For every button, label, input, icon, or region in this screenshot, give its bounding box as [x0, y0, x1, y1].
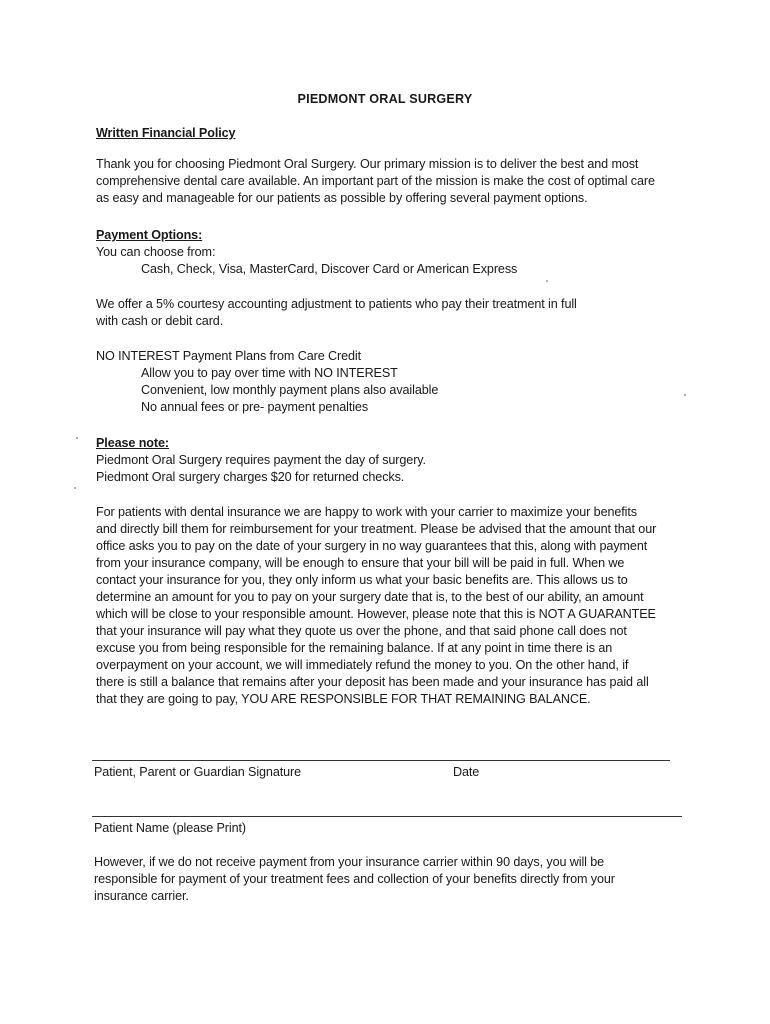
patient-name-line[interactable] [92, 816, 682, 817]
insurance-line: contact your insurance for you, they only inform us what your basic benefits are. This allows us to [96, 573, 628, 587]
insurance-line: For patients with dental insurance we are happy to work with your carrier to maximize your benefits [96, 505, 637, 519]
intro-line: as easy and manageable for our patients as possible by offering several payment options. [96, 191, 588, 205]
insurance-line: which will be close to your responsible amount. However, please note that this is NOT A GUARANTEE [96, 607, 656, 621]
insurance-line: overpayment on your account, we will immediately refund the money to you. On the other hand, if [96, 658, 629, 672]
payment-choose-text: You can choose from: [96, 245, 216, 259]
discount-line: with cash or debit card. [96, 314, 224, 328]
intro-line: Thank you for choosing Piedmont Oral Surgery. Our primary mission is to deliver the best and most [96, 157, 639, 171]
note-line: Piedmont Oral Surgery requires payment the day of surgery. [96, 453, 426, 467]
document-title: PIEDMONT ORAL SURGERY [297, 92, 473, 106]
signature-label: Patient, Parent or Guardian Signature [94, 765, 302, 779]
closing-line: However, if we do not receive payment from your insurance carrier within 90 days, you will be [94, 855, 605, 869]
insurance-line: office asks you to pay on the date of your surgery in no way guarantees that this, along with payment [96, 539, 648, 553]
insurance-line: there is still a balance that remains after your deposit has been made and your insurance has paid all [96, 675, 649, 689]
payment-options-heading: Payment Options: [96, 228, 203, 242]
scan-speck [684, 394, 686, 396]
payment-plan-item: Allow you to pay over time with NO INTEREST [141, 366, 398, 380]
policy-heading: Written Financial Policy [96, 126, 236, 140]
intro-line: comprehensive dental care available. An important part of the mission is make the cost of optimal care [96, 174, 655, 188]
insurance-line: that they are going to pay, YOU ARE RESPONSIBLE FOR THAT REMAINING BALANCE. [96, 692, 591, 706]
payment-plan-item: No annual fees or pre- payment penalties [141, 400, 369, 414]
insurance-line: that your insurance will pay what they quote us over the phone, and that said phone call does not [96, 624, 627, 638]
scan-speck [546, 280, 548, 282]
closing-line: responsible for payment of your treatment fees and collection of your benefits directly from your [94, 872, 615, 886]
please-note-heading: Please note: [96, 436, 169, 450]
payment-plan-item: Convenient, low monthly payment plans also available [141, 383, 439, 397]
date-label: Date [453, 765, 480, 779]
scan-speck [76, 437, 78, 439]
insurance-line: and directly bill them for reimbursement for your treatment. Please be advised that the amount that our [96, 522, 657, 536]
patient-name-label: Patient Name (please Print) [94, 821, 246, 835]
payment-plans-heading: NO INTEREST Payment Plans from Care Credit [96, 349, 362, 363]
note-line: Piedmont Oral surgery charges $20 for returned checks. [96, 470, 405, 484]
payment-methods-text: Cash, Check, Visa, MasterCard, Discover Card or American Express [141, 262, 518, 276]
closing-line: insurance carrier. [94, 889, 189, 903]
scan-speck [74, 487, 76, 489]
insurance-line: excuse you from being responsible for the remaining balance. If at any point in time there is an [96, 641, 613, 655]
insurance-line: from your insurance company, will be enough to ensure that your bill will be paid in full. When we [96, 556, 625, 570]
insurance-line: determine an amount for you to pay on your surgery date that is, to the best of our ability, an amount [96, 590, 644, 604]
signature-line[interactable] [92, 760, 670, 761]
discount-line: We offer a 5% courtesy accounting adjustment to patients who pay their treatment in full [96, 297, 577, 311]
